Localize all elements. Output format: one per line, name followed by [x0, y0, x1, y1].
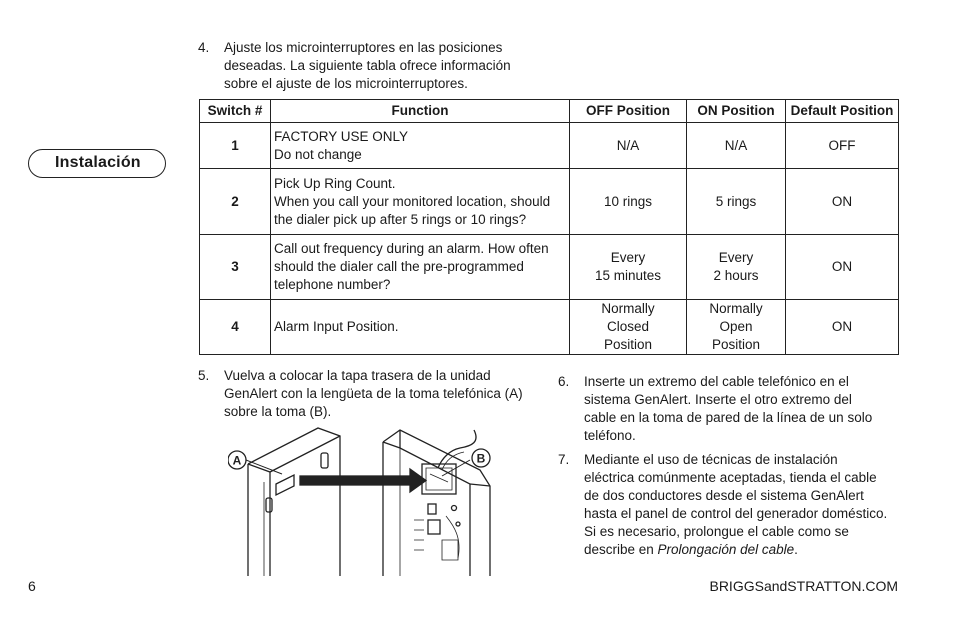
function-line: FACTORY USE ONLY: [274, 128, 409, 144]
header-switch: Switch #: [200, 100, 271, 123]
step-4: [198, 39, 558, 93]
step-4-line: Ajuste los microinterruptores en las posiciones: [224, 40, 503, 55]
function-line: Do not change: [274, 146, 362, 162]
off-position-line: N/A: [616, 137, 640, 153]
off-position-line: Closed: [606, 319, 650, 334]
default-position-cell: OFF: [786, 123, 899, 169]
step-6-line: Inserte un extremo del cable telefónico en el: [584, 374, 849, 389]
table-row: [200, 123, 899, 169]
step-7-number: 7.: [558, 452, 570, 467]
step-7-line: hasta el panel de control del generador doméstico.: [584, 506, 888, 521]
switch-number: 2: [200, 169, 271, 235]
off-position-cell: [570, 300, 687, 355]
step-7-last-line: [584, 541, 918, 559]
default-position-cell: ON: [786, 169, 899, 235]
function-cell: [271, 300, 570, 355]
on-position-line: Open: [719, 319, 753, 334]
function-line: should the dialer call the pre-programmed: [274, 259, 524, 274]
step-5-line: Vuelva a colocar la tapa trasera de la unidad: [224, 368, 491, 383]
table-row: [200, 169, 899, 235]
function-cell: [271, 235, 570, 300]
callout-b-icon: [472, 449, 490, 467]
step-7-last-prefix: describe en: [584, 542, 658, 557]
on-position-cell: [687, 235, 786, 300]
switch-number: 3: [200, 235, 271, 300]
header-default-position: Default Position: [786, 100, 899, 123]
step-6-line: cable en la toma de pared de la línea de un solo: [584, 410, 873, 425]
function-line: the dialer pick up after 5 rings or 10 rings?: [274, 211, 527, 227]
step-7-line: eléctrica comúnmente aceptadas, tienda el cable: [584, 470, 877, 485]
function-line: telephone number?: [274, 277, 391, 292]
on-position-cell: [687, 169, 786, 235]
on-position-line: N/A: [724, 137, 748, 153]
insert-arrow-icon: [300, 469, 426, 492]
function-cell: [271, 123, 570, 169]
step-6: [558, 373, 908, 445]
on-position-cell: [687, 123, 786, 169]
back-cover-drawing: [248, 428, 340, 576]
callout-a-line: [246, 460, 282, 474]
step-5-line: GenAlert con la lengüeta de la toma telefónica (A): [224, 386, 523, 401]
default-position-cell: ON: [786, 235, 899, 300]
function-line: Alarm Input Position.: [274, 319, 399, 334]
off-position-cell: [570, 169, 687, 235]
on-position-line: Every: [718, 250, 754, 265]
on-position-line: 2 hours: [713, 268, 759, 283]
step-7-reference: Prolongación del cable: [657, 542, 795, 557]
off-position-cell: [570, 235, 687, 300]
callout-a-label: A: [232, 453, 242, 468]
off-position-line: 10 rings: [603, 193, 653, 209]
function-line: Pick Up Ring Count.: [274, 175, 396, 191]
callout-a-icon: [228, 451, 246, 469]
section-tab-label: Instalación: [55, 154, 141, 171]
on-position-line: Position: [711, 337, 761, 352]
switch-number: 4: [200, 300, 271, 355]
function-line: Call out frequency during an alarm. How often: [274, 241, 549, 256]
step-7-line: Mediante el uso de técnicas de instalación: [584, 452, 838, 467]
switch-number: 1: [200, 123, 271, 169]
section-tab: [28, 149, 166, 178]
callout-b-label: B: [476, 451, 486, 466]
off-position-line: Every: [610, 250, 646, 265]
function-cell: [271, 169, 570, 235]
step-5-number: 5.: [198, 368, 210, 383]
off-position-line: Position: [603, 337, 653, 352]
step-7-line: Si es necesario, prolongue el cable como se: [584, 524, 849, 539]
off-position-line: 15 minutes: [594, 268, 662, 283]
step-6-number: 6.: [558, 374, 570, 389]
switch-table: [199, 99, 899, 355]
default-position-cell: ON: [786, 300, 899, 355]
off-position-line: Normally: [601, 301, 655, 316]
header-on-position: ON Position: [687, 100, 786, 123]
header-function: Function: [271, 100, 570, 123]
table-row: [200, 235, 899, 300]
function-line: When you call your monitored location, should: [274, 193, 551, 209]
table-header-row: [200, 100, 899, 123]
step-4-number: 4.: [198, 40, 210, 55]
step-4-line: deseadas. La siguiente tabla ofrece información: [224, 58, 511, 73]
step-4-line: sobre el ajuste de los microinterruptores.: [224, 76, 468, 91]
step-5: [198, 367, 548, 421]
header-off-position: OFF Position: [570, 100, 687, 123]
on-position-cell: [687, 300, 786, 355]
step-6-line: teléfono.: [584, 428, 636, 443]
step-6-line: sistema GenAlert. Inserte el otro extremo del: [584, 392, 852, 407]
cover-installation-diagram: [228, 420, 508, 576]
step-5-line: sobre la toma (B).: [224, 404, 332, 419]
page-number: 6: [28, 578, 36, 594]
footer-url: BRIGGSandSTRATTON.COM: [709, 578, 898, 594]
on-position-line: 5 rings: [715, 193, 757, 209]
step-7-last-suffix: .: [794, 542, 798, 557]
on-position-line: Normally: [709, 301, 763, 316]
off-position-cell: [570, 123, 687, 169]
step-7-line: de dos conductores desde el sistema GenAlert: [584, 488, 864, 503]
step-7: [558, 451, 918, 559]
table-row: [200, 300, 899, 355]
